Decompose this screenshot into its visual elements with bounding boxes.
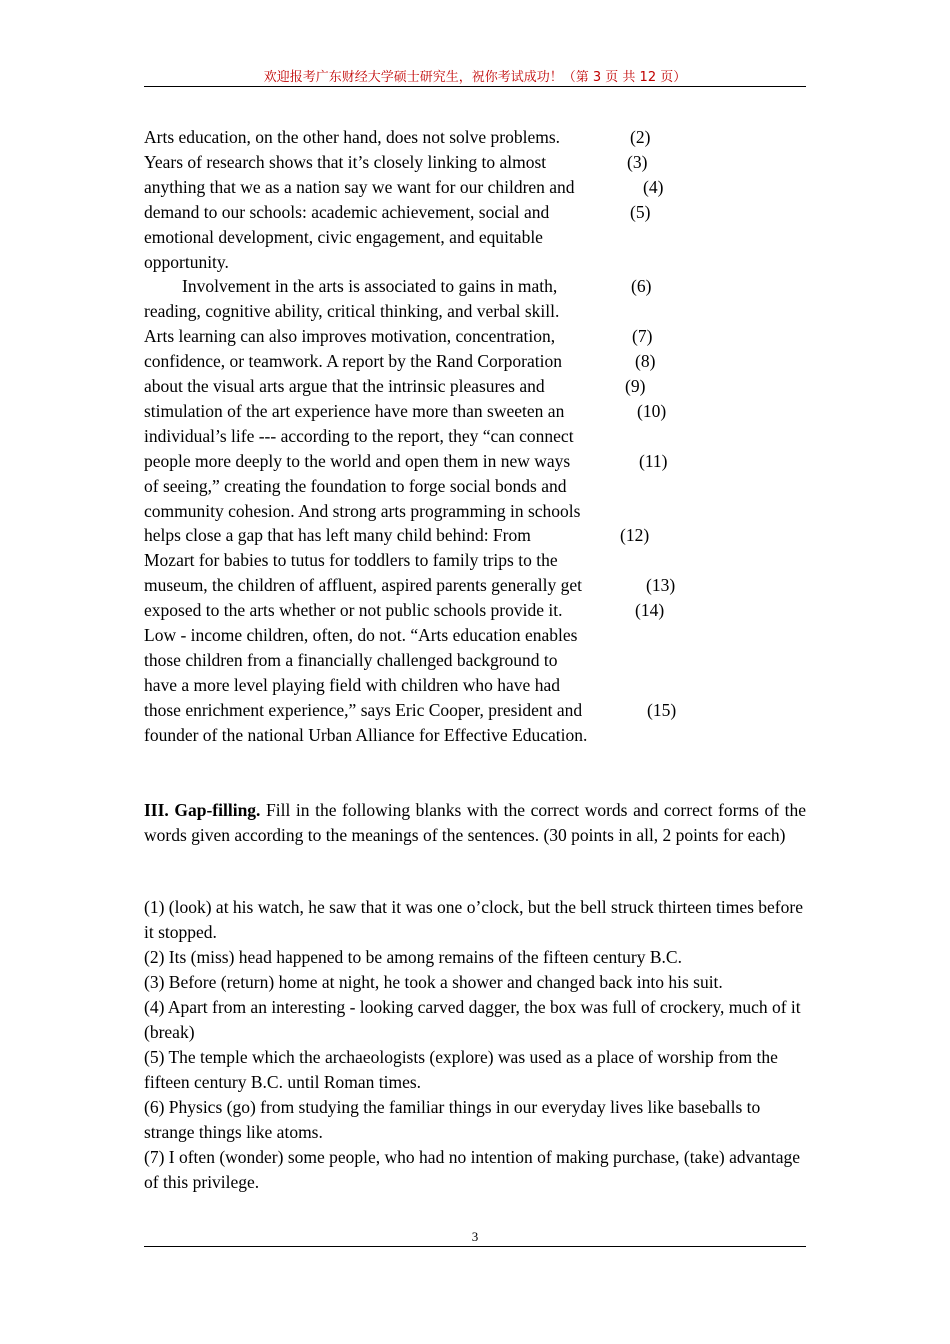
line-number: (15) — [647, 699, 677, 720]
line-number: (6) — [631, 276, 652, 297]
question-item: (1) (look) at his watch, he saw that it was one o’clock, but the bell struck thirteen times before it stopped. — [144, 897, 803, 942]
line-number: (7) — [632, 326, 653, 347]
question-item: (5) The temple which the archaeologists (explore) was used as a place of worship from the fifteen century B.C. until Roman times. — [144, 1047, 778, 1092]
passage-line: helps close a gap that has left many child behind: From — [144, 525, 531, 546]
line-number: (12) — [620, 525, 650, 546]
instructions-text: Fill in the following blanks with the correct words and correct forms of the words given according to the meanings of the sentences. (30 points in all, 2 points for each) — [144, 800, 806, 845]
passage-line: stimulation of the art experience have more than sweeten an — [144, 400, 565, 421]
section-instructions — [144, 798, 806, 848]
question-item: (4) Apart from an interesting - looking carved dagger, the box was full of crockery, much of it (break) — [144, 997, 801, 1042]
question-item: (2) Its (miss) head happened to be among remains of the fifteen century B.C. — [144, 947, 682, 967]
page-number: 3 — [471, 1229, 479, 1244]
passage-line: anything that we as a nation say we want for our children and — [144, 176, 575, 197]
question-list — [144, 895, 806, 1195]
question-item: (3) Before (return) home at night, he took a shower and changed back into his suit. — [144, 972, 723, 992]
section-heading: III. Gap-filling. — [144, 800, 261, 820]
passage-line: of seeing,” creating the foundation to forge social bonds and — [144, 475, 567, 496]
line-number: (3) — [627, 151, 648, 172]
line-number: (8) — [635, 351, 656, 372]
line-number: (4) — [643, 176, 664, 197]
passage-line: opportunity. — [144, 251, 229, 272]
passage-line: individual’s life --- according to the report, they “can connect — [144, 425, 574, 446]
passage-line: community cohesion. And strong arts programming in schools — [144, 500, 581, 521]
passage-line: those enrichment experience,” says Eric Cooper, president and — [144, 699, 583, 720]
footer-rule — [144, 1246, 806, 1247]
passage-line: exposed to the arts whether or not public schools provide it. — [144, 600, 563, 621]
question-item: (7) I often (wonder) some people, who had no intention of making purchase, (take) advantage of this privilege. — [144, 1147, 801, 1192]
header-rule — [144, 86, 806, 87]
passage-line: Mozart for babies to tutus for toddlers to family trips to the — [144, 550, 558, 571]
passage-line: Arts learning can also improves motivation, concentration, — [144, 326, 556, 347]
line-number: (5) — [630, 201, 651, 222]
passage-line: emotional development, civic engagement, and equitable — [144, 226, 543, 247]
passage-line: founder of the national Urban Alliance for Effective Education. — [144, 724, 588, 745]
question-item: (6) Physics (go) from studying the familiar things in our everyday lives like baseballs to strange things like atoms. — [144, 1097, 761, 1142]
passage-line: Low - income children, often, do not. “Arts education enables — [144, 625, 578, 645]
line-number: (2) — [630, 127, 651, 147]
passage-line: demand to our schools: academic achievement, social and — [144, 201, 550, 222]
line-number: (9) — [625, 376, 646, 396]
passage-line: confidence, or teamwork. A report by the Rand Corporation — [144, 351, 562, 372]
line-number: (10) — [637, 400, 667, 421]
page-header: 欢迎报考广东财经大学硕士研究生，祝你考试成功！（第 3 页 共 12 页） — [263, 70, 687, 85]
line-number: (11) — [639, 450, 668, 471]
passage-line: people more deeply to the world and open them in new ways — [144, 450, 571, 471]
passage-line: those children from a financially challenged background to — [144, 649, 558, 670]
passage-line: reading, cognitive ability, critical thinking, and verbal skill. — [144, 301, 560, 322]
passage-line: Arts education, on the other hand, does not solve problems. — [144, 127, 561, 147]
line-number: (13) — [646, 575, 676, 596]
passage-line: museum, the children of affluent, aspired parents generally get — [144, 575, 582, 596]
passage-line: about the visual arts argue that the intrinsic pleasures and — [144, 376, 545, 396]
line-number: (14) — [635, 600, 665, 621]
passage-line: Years of research shows that it’s closely linking to almost — [144, 151, 547, 172]
passage-line: Involvement in the arts is associated to gains in math, — [182, 276, 558, 297]
passage-line: have a more level playing field with children who have had — [144, 674, 560, 695]
